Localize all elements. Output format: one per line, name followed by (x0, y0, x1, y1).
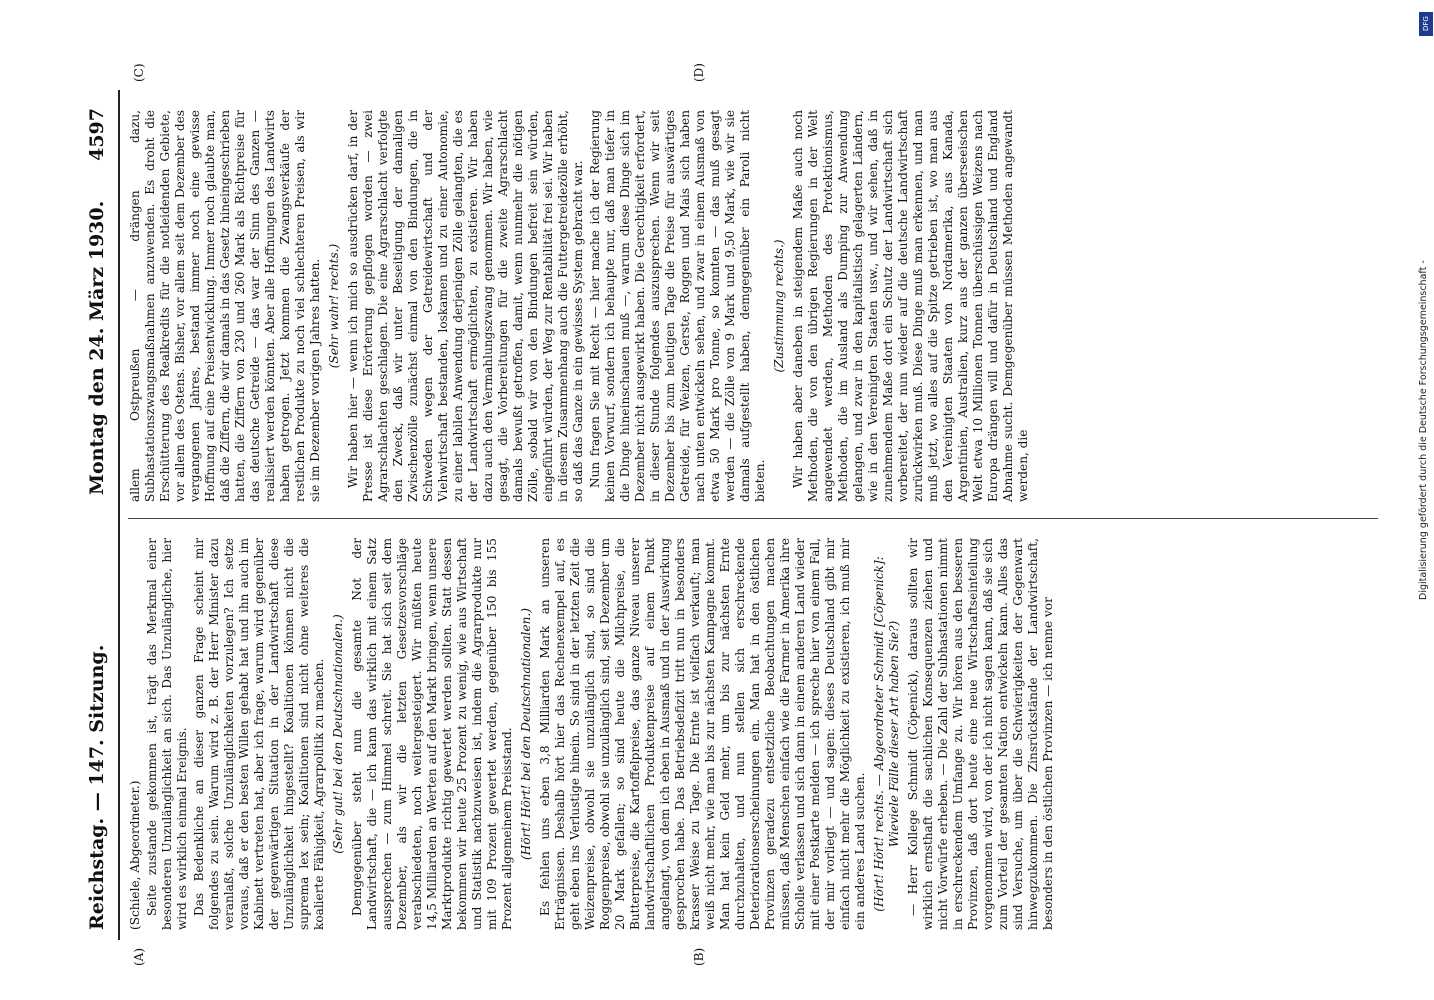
paragraph: Wir haben aber daneben in steigendem Maße auch noch Methoden, die von den übrigen Regierungen in der Welt angewendet werden, Methoden des Protektionismus, Methoden, die im Ausland als Dumping zur Anwendung gelangen, und zwar in den kapitalistisch gelagerten Ländern, wie in den Vereinigten Staaten usw., und wir sehen, daß in zunehmendem Maße dort ein Schutz der Landwirtschaft sich vorbereitet, der nun wieder auf die deutsche Landwirtschaft zurückwirken muß. Diese Dinge muß man erkennen, und man muß jetzt, wo alles auf die Spitze getrieben ist, wo man aus den Vereinigten Staaten von Nordamerika, aus Kanada, Argentinien, Australien, kurz aus der ganzen überseeischen Welt etwa 10 Millionen Tonnen überschüssigen Weizens nach Europa drängen will und dafür in Deutschland und England Abnahme sucht. Demgegenüber müssen Methoden angewandt werden, die (791, 110, 1030, 502)
interjection: (Sehr gut! bei den Deutschnationalen.) (331, 614, 345, 854)
margin-marker-c: (C) (132, 63, 146, 82)
paragraph: — Herr Kollege Schmidt (Cöpenick), daraus sollten wir wirklich ernsthaft die sachlichen Konsequenzen ziehen und nicht Vorwürfe erheben. — Die Zahl der Subhastationen nimmt in erschreckendem Umfange zu. Wir hören aus den besseren Provinzen, daß dort heute eine neue Wirtschaftseinteilung vorgenommen wird, von der ich nicht sagen kann, daß sie sich zum Vorteil der gesamten Nation entwickeln kann. Alles das sind Versuche, um über die Schwierigkeiten der Gegenwart hinwegzukommen. Die Zinsrückstände der Landwirtschaft, besonders in den östlichen Provinzen — ich nenne vor (906, 538, 1055, 930)
paragraph: Demgegenüber steht nun die gesamte Not der Landwirtschaft, die — ich kann das wirklich mit einem Satz aussprechen — zum Himmel schreit. Sie hat sich seit dem Dezember, als wir die letzten Gesetzesvorschläge verabschiedeten, noch weitergesteigert. Wir müßten heute 14,5 Milliarden an Werten auf den Markt bringen, wenn unsere Marktprodukte richtig gewertet werden sollten. Statt dessen bekommen wir heute 25 Prozent zu wenig, wie aus Wirtschaft und Statistik nachzuweisen ist, indem die Agrarprodukte nur mit 109 Prozent gewertet werden, gegenüber 150 bis 155 Prozent allgemeinem Preisstand. (350, 538, 514, 930)
digitization-credit: Digitalisierung gefördert durch die Deutsche Forschungsgemeinschaft - (1418, 260, 1429, 600)
margin-marker-b: (B) (692, 947, 706, 966)
left-column (128, 538, 1388, 930)
interjection: (Sehr wahr! rechts.) (327, 243, 341, 369)
paragraph: Das Bedenkliche an dieser ganzen Frage scheint mir folgendes zu sein. Warum wird z. B. der Herr Minister dazu veranlaßt, solche Unzulänglichkeiten vorzulegen? Ich setze voraus, daß er den besten Willen gehabt hat und ihn auch im Kabinett vertreten hat, aber ich frage, warum wird gegenüber der gegenwärtigen Situation in der Landwirtschaft diese Unzulänglichkeit hingestellt? Koalitionen können nicht die suprema lex sein; Koalitionen sind nicht ohne weiteres die koalierte Fähigkeit, Agrarpolitik zu machen. (192, 538, 326, 930)
column-divider (128, 518, 1378, 519)
paragraph: allem Ostpreußen — drängen dazu, Subhastationszwangsmaßnahmen anzuwenden. Es droht die Erschütterung des Realkredits für die notleidenden Gebiete, vor allem des Ostens. Bisher, vor allem seit dem Dezember des vergangenen Jahres, bestand immer noch eine gewisse Hoffnung auf eine Preisentwicklung. Immer noch glaubte man, daß die Ziffern, die wir damals in das Gesetz hineingeschrieben hatten, die Ziffern von 230 und 260 Mark als Richtpreise für das deutsche Getreide — das war der Sinn des Ganzen — realisiert werden könnten. Aber alle Hoffnungen des Landwirts haben getrogen. Jetzt kommen die Zwangsverkäufe der restlichen Produkte zu noch viel schlechteren Preisen, als wir sie im Dezember vorigen Jahres hatten. (128, 110, 322, 502)
header-session: Reichstag. — 147. Sitzung. (86, 644, 108, 930)
rotated-document-page (82, 63, 1402, 966)
margin-marker-a: (A) (132, 947, 146, 966)
interjection: (Hört! Hört! bei den Deutschnationalen.) (519, 608, 533, 860)
digitization-credit-strip (1418, 10, 1434, 990)
paragraph: Seite zustande gekommen ist, trägt das Merkmal einer besonderen Unzulänglichkeit an sich. Das Unzulängliche, hier wird es wirklich einmal Ereignis. (145, 538, 189, 930)
page-number: 4597 (86, 108, 108, 161)
right-column (128, 110, 1388, 502)
page-header (82, 90, 120, 940)
speaker-label: (Schiele, Abgeordneter.) (128, 780, 142, 930)
paragraph: Nun fragen Sie mit Recht — hier mache ich der Regierung keinen Vorwurf, sondern ich behaupte nur, daß man tiefer in die Dinge hineinschauen muß —, warum diese Dinge sich im Dezember nicht ausgewirkt haben. Die Gerechtigkeit erfordert, in dieser Stunde folgendes auszusprechen. Wenn wir seit Dezember bis zum heutigen Tage die Preise für auswärtiges Getreide, für Weizen, Gerste, Roggen und Mais sich haben nach unten entwickeln sehen, und zwar in einem Ausmaß von etwa 50 Mark pro Tonne, so konnten — das muß gesagt werden — die Zölle von 9 Mark und 9,50 Mark, wie wir sie damals aufgestellt haben, demgegenüber ein Paroli nicht bieten. (588, 110, 767, 502)
margin-marker-d: (D) (692, 63, 706, 82)
paragraph: Wir haben hier — wenn ich mich so ausdrücken darf, in der Presse ist diese Erörterung gepflogen worden — zwei Agrarschlachten geschlagen. Die eine Agrarschlacht verfolgte den Zweck, daß wir unter Beseitigung der damaligen Zwischenzölle zunächst einmal von den Bindungen, die in Schweden wegen der Getreidewirtschaft und der Viehwirtschaft bestanden, loskamen und zu einer Autonomie, zu einer labilen Anwendung derjenigen Zölle gelangten, die es der Landwirtschaft ermöglichten, zu existieren. Wir haben dazu auch den Vermahlungszwang genommen. Wir haben, wie gesagt, die Vorbereitungen für die zweite Agrarschlacht damals bewußt getroffen, damit, wenn nunmehr die nötigen Zölle, sobald wir von den Bindungen befreit sein würden, eingeführt würden, der Weg zur Rentabilität frei sei. Wir haben in diesem Zusammenhang auch die Futtergetreidezölle erhöht, so daß das Ganze in ein gewisses System gebracht war. (346, 110, 585, 502)
dfg-logo-icon: DFG (1419, 12, 1433, 36)
paragraph: Es fehlen uns eben 3,8 Milliarden Mark an unseren Erträgnissen. Deshalb hört hier das Rechenexempel auf, es geht eben ins Verlustige hinein. So sind in der letzten Zeit die Weizenpreise, obwohl sie unzulänglich sind, so sind die Roggenpreise, obwohl sie unzulänglich sind, seit Dezember um 20 Mark gefallen; so sind heute die Milchpreise, die Butterpreise, die Kartoffelpreise, das ganze Niveau unserer landwirtschaftlichen Produktenpreise auf einem Punkt angelangt, von dem ich eben in Ausmaß und in der Auswirkung gesprochen habe. Das Betriebsdefizit tritt nun in besonders krasser Weise zu Tage. Die Ernte ist vielfach verkauft; man weiß nicht mehr, wie man bis zur nächsten Kampagne kommt. Man hat kein Geld mehr, um bis zur nächsten Ernte durchzuhalten, und nun stellen sich erschreckende Deteriorationserscheinungen ein. Man hat in den östlichen Provinzen geradezu entsetzliche Beobachtungen machen müssen, daß Menschen einfach wie die Farmer in Amerika ihre Scholle verlassen und sich dann in einem anderen Land wieder mit einer Postkarte melden — ich spreche hier von einem Fall, der mir vorliegt — und sagen: dieses Deutschland gibt mir einfach nicht mehr die Möglichkeit zu existieren, ich muß mir ein anderes Land suchen. (538, 538, 867, 930)
interjection: (Zustimmung rechts.) (772, 239, 786, 373)
interjection: (Hört! Hört! rechts. — Abgeordneter Schmidt [Cöpenick]: Wieviele Fälle dieser Art haben Sie?) (872, 556, 901, 912)
header-date: Montag den 24. März 1930. (86, 200, 108, 495)
